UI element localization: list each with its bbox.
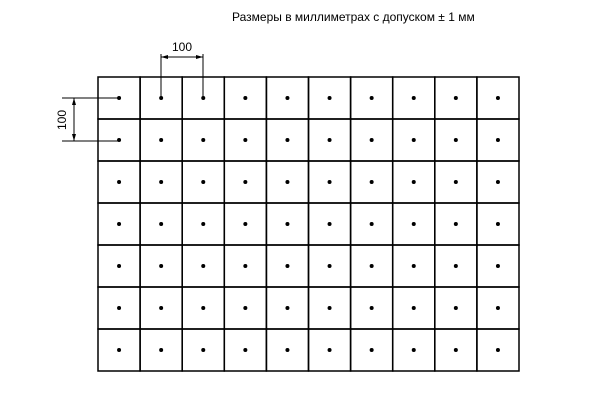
cell-center-dot [370, 348, 374, 352]
cell-center-dot [285, 264, 289, 268]
cell-center-dot [454, 306, 458, 310]
cell-center-dot [328, 306, 332, 310]
cell-center-dot [243, 138, 247, 142]
cell-center-dot [285, 180, 289, 184]
cell-center-dot [496, 96, 500, 100]
dimension-horizontal-label: 100 [171, 40, 193, 54]
cell-center-dot [285, 96, 289, 100]
cell-center-dot [454, 222, 458, 226]
cell-center-dot [412, 306, 416, 310]
cell-center-dot [454, 96, 458, 100]
cell-center-dot [285, 222, 289, 226]
cell-center-dot [370, 180, 374, 184]
cell-center-dot [412, 180, 416, 184]
dimensions-caption: Размеры в миллиметрах с допуском ± 1 мм [232, 10, 475, 24]
cell-center-dot [370, 306, 374, 310]
cell-center-dot [117, 222, 121, 226]
cell-center-dot [454, 138, 458, 142]
cell-center-dot [117, 180, 121, 184]
cell-center-dot [496, 222, 500, 226]
cell-center-dot [159, 348, 163, 352]
cell-center-dot [328, 138, 332, 142]
cell-center-dot [328, 96, 332, 100]
cell-center-dot [370, 96, 374, 100]
cell-center-dot [243, 96, 247, 100]
cell-center-dot [243, 264, 247, 268]
cell-center-dot [496, 348, 500, 352]
cell-center-dot [454, 348, 458, 352]
cell-center-dot [285, 138, 289, 142]
cell-center-dot [328, 222, 332, 226]
cell-center-dot [117, 348, 121, 352]
cell-center-dot [328, 348, 332, 352]
cell-center-dot [496, 180, 500, 184]
cell-center-dot [496, 264, 500, 268]
cell-center-dot [201, 222, 205, 226]
cell-center-dot [201, 180, 205, 184]
cell-center-dot [412, 222, 416, 226]
cell-center-dot [496, 138, 500, 142]
dimension-vertical-label: 100 [55, 109, 69, 131]
cell-center-dot [201, 306, 205, 310]
cell-center-dot [117, 306, 121, 310]
cell-center-dot [159, 222, 163, 226]
cell-center-dot [243, 180, 247, 184]
cell-center-dot [159, 180, 163, 184]
cell-center-dot [328, 180, 332, 184]
cell-center-dot [412, 138, 416, 142]
cell-center-dot [159, 264, 163, 268]
cell-center-dot [159, 306, 163, 310]
cell-center-dot [285, 348, 289, 352]
cell-center-dot [370, 222, 374, 226]
cell-center-dot [454, 264, 458, 268]
cell-center-dot [201, 138, 205, 142]
cell-center-dot [243, 348, 247, 352]
cell-center-dot [370, 138, 374, 142]
cell-center-dot [201, 348, 205, 352]
cell-center-dot [285, 306, 289, 310]
cell-center-dot [243, 222, 247, 226]
cell-center-dot [243, 306, 247, 310]
cell-center-dot [328, 264, 332, 268]
cell-center-dot [117, 264, 121, 268]
cell-center-dot [412, 264, 416, 268]
cell-center-dot [159, 138, 163, 142]
cell-center-dot [412, 348, 416, 352]
cell-center-dot [454, 180, 458, 184]
cell-center-dot [201, 264, 205, 268]
cell-center-dot [496, 306, 500, 310]
cell-center-dot [412, 96, 416, 100]
cell-center-dot [370, 264, 374, 268]
